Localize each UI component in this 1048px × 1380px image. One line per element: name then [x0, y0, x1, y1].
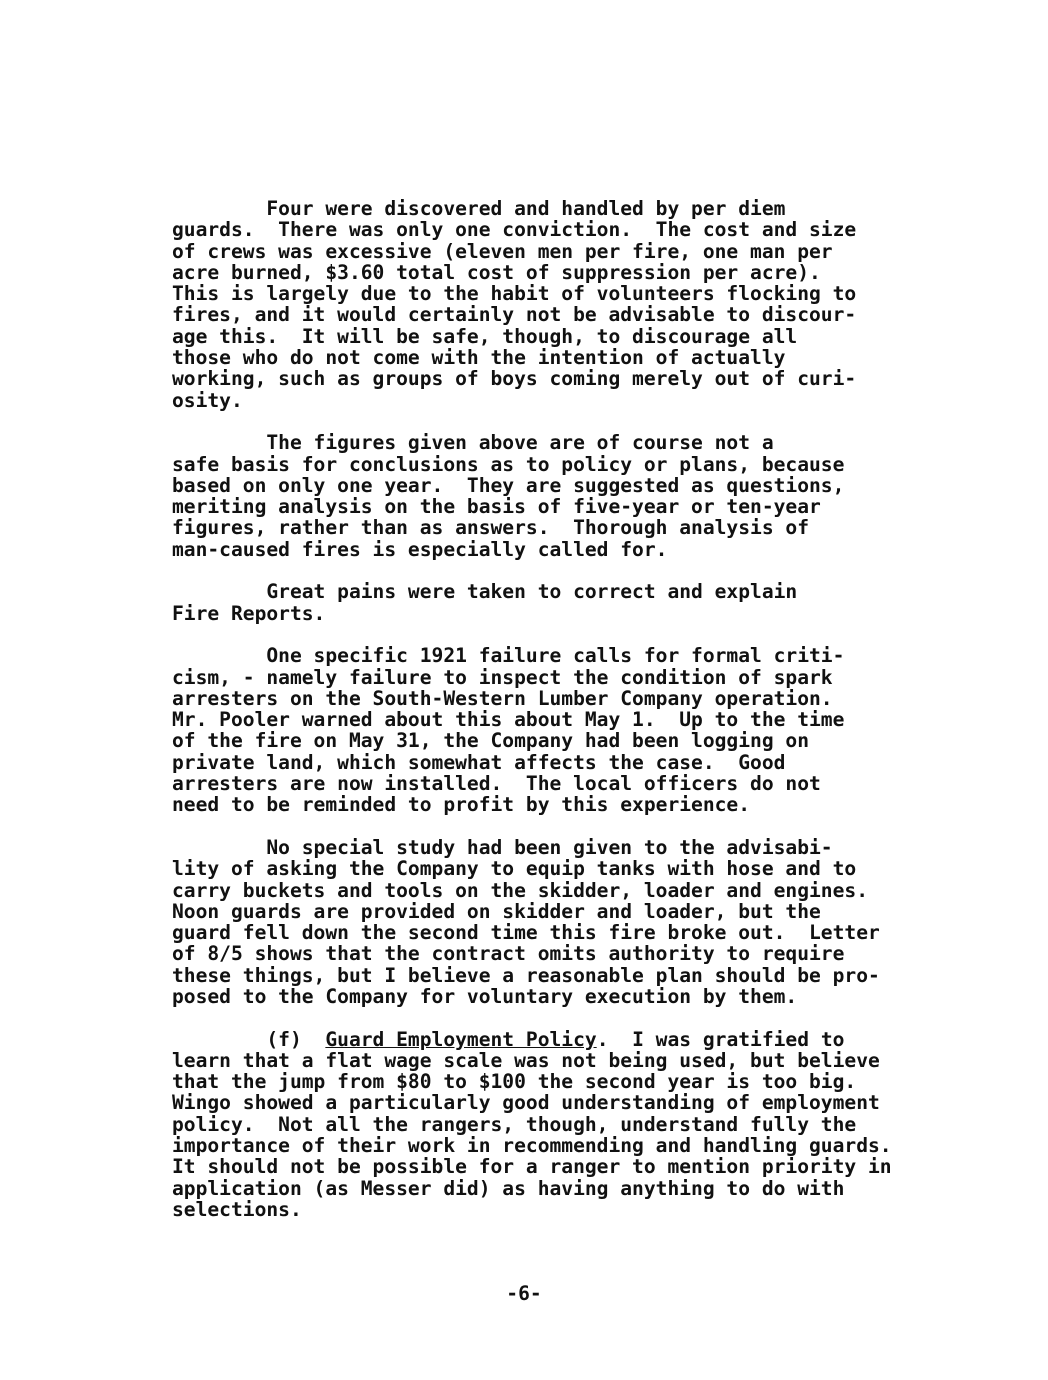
- text-line: carry buckets and tools on the skidder, loader and engines.: [172, 878, 868, 902]
- text-line: arresters on the South-Western Lumber Company operation.: [172, 686, 833, 710]
- text-line: arresters are now installed. The local officers do not: [172, 772, 821, 796]
- section-heading: Guard Employment Policy: [325, 1027, 597, 1051]
- text-line: The figures given above are of course not a: [172, 431, 774, 455]
- text-line: Four were discovered and handled by per diem: [172, 197, 786, 220]
- text-line: osity.: [172, 388, 243, 412]
- text-line: safe basis for conclusions as to policy or plans, because: [172, 452, 845, 476]
- text-line: of crews was excessive (eleven men per fire, one man per: [172, 239, 833, 263]
- text-line: acre burned, $3.60 total cost of suppression per acre).: [172, 260, 821, 284]
- text-line: of the fire on May 31, the Company had been logging on: [172, 729, 810, 753]
- section-prefix: (f): [172, 1027, 326, 1051]
- text-line: One specific 1921 failure calls for formal criti-: [172, 644, 845, 668]
- text-line: This is largely due to the habit of volunteers flocking to: [172, 282, 857, 306]
- paragraph-equipment: [172, 837, 972, 1007]
- text-line: lity of asking the Company to equip tanks with hose and to: [172, 857, 857, 881]
- text-line: age this. It will be safe, though, to discourage all: [172, 324, 798, 348]
- paragraph-fire-reports: [172, 581, 972, 624]
- section-heading-suffix: . I was gratified to: [596, 1027, 845, 1051]
- text-line: No special study had been given to the advisabi-: [172, 835, 833, 859]
- text-line: that the jump from $80 to $100 the second year is too big.: [172, 1070, 857, 1094]
- text-line: learn that a flat wage scale was not being used, but believe: [172, 1048, 880, 1072]
- page-number: -6-: [506, 1282, 542, 1305]
- text-line: man-caused fires is especially called for.: [172, 537, 668, 561]
- text-line: application (as Messer did) as having anything to do with: [172, 1176, 845, 1200]
- text-line: private land, which somewhat affects the case. Good: [172, 750, 786, 774]
- text-line: It should not be possible for a ranger to mention priority in: [172, 1155, 892, 1179]
- text-line: posed to the Company for voluntary execution by them.: [172, 984, 798, 1008]
- text-line: selections.: [172, 1197, 302, 1221]
- text-line: figures, rather than as answers. Thorough analysis of: [172, 516, 810, 540]
- text-line: these things, but I believe a reasonable plan should be pro-: [172, 963, 880, 987]
- paragraph-figures: [172, 432, 972, 560]
- text-line: cism, - namely failure to inspect the condition of spark: [172, 665, 833, 689]
- text-line: based on only one year. They are suggested as questions,: [172, 473, 845, 497]
- text-line: working, such as groups of boys coming merely out of curi-: [172, 367, 857, 391]
- text-line: guards. There was only one conviction. The cost and size: [172, 218, 857, 242]
- text-line: Great pains were taken to correct and explain: [172, 580, 798, 604]
- text-line: of 8/5 shows that the contract omits authority to require: [172, 942, 845, 966]
- text-line: importance of their work in recommending and handling guards.: [172, 1134, 892, 1158]
- text-line: guard fell down the second time this fire broke out. Letter: [172, 921, 880, 945]
- paragraph-fire-crews: [172, 198, 972, 411]
- text-line: meriting analysis on the basis of five-year or ten-year: [172, 495, 821, 519]
- text-line: need to be reminded to profit by this experience.: [172, 793, 751, 817]
- text-line: Fire Reports.: [172, 601, 326, 625]
- text-line: Wingo showed a particularly good understanding of employment: [172, 1091, 880, 1115]
- paragraph-spark-arresters: [172, 645, 972, 815]
- paragraph-guard-employment-policy: [172, 1029, 972, 1221]
- text-line: fires, and it would certainly not be advisable to discour-: [172, 303, 857, 327]
- text-line: Noon guards are provided on skidder and loader, but the: [172, 899, 821, 923]
- text-line: Mr. Pooler warned about this about May 1. Up to the time: [172, 708, 845, 732]
- text-line: [172, 1029, 972, 1050]
- text-line: those who do not come with the intention of actually: [172, 346, 786, 370]
- document-body: [172, 198, 972, 1242]
- text-line: policy. Not all the rangers, though, understand fully the: [172, 1112, 857, 1136]
